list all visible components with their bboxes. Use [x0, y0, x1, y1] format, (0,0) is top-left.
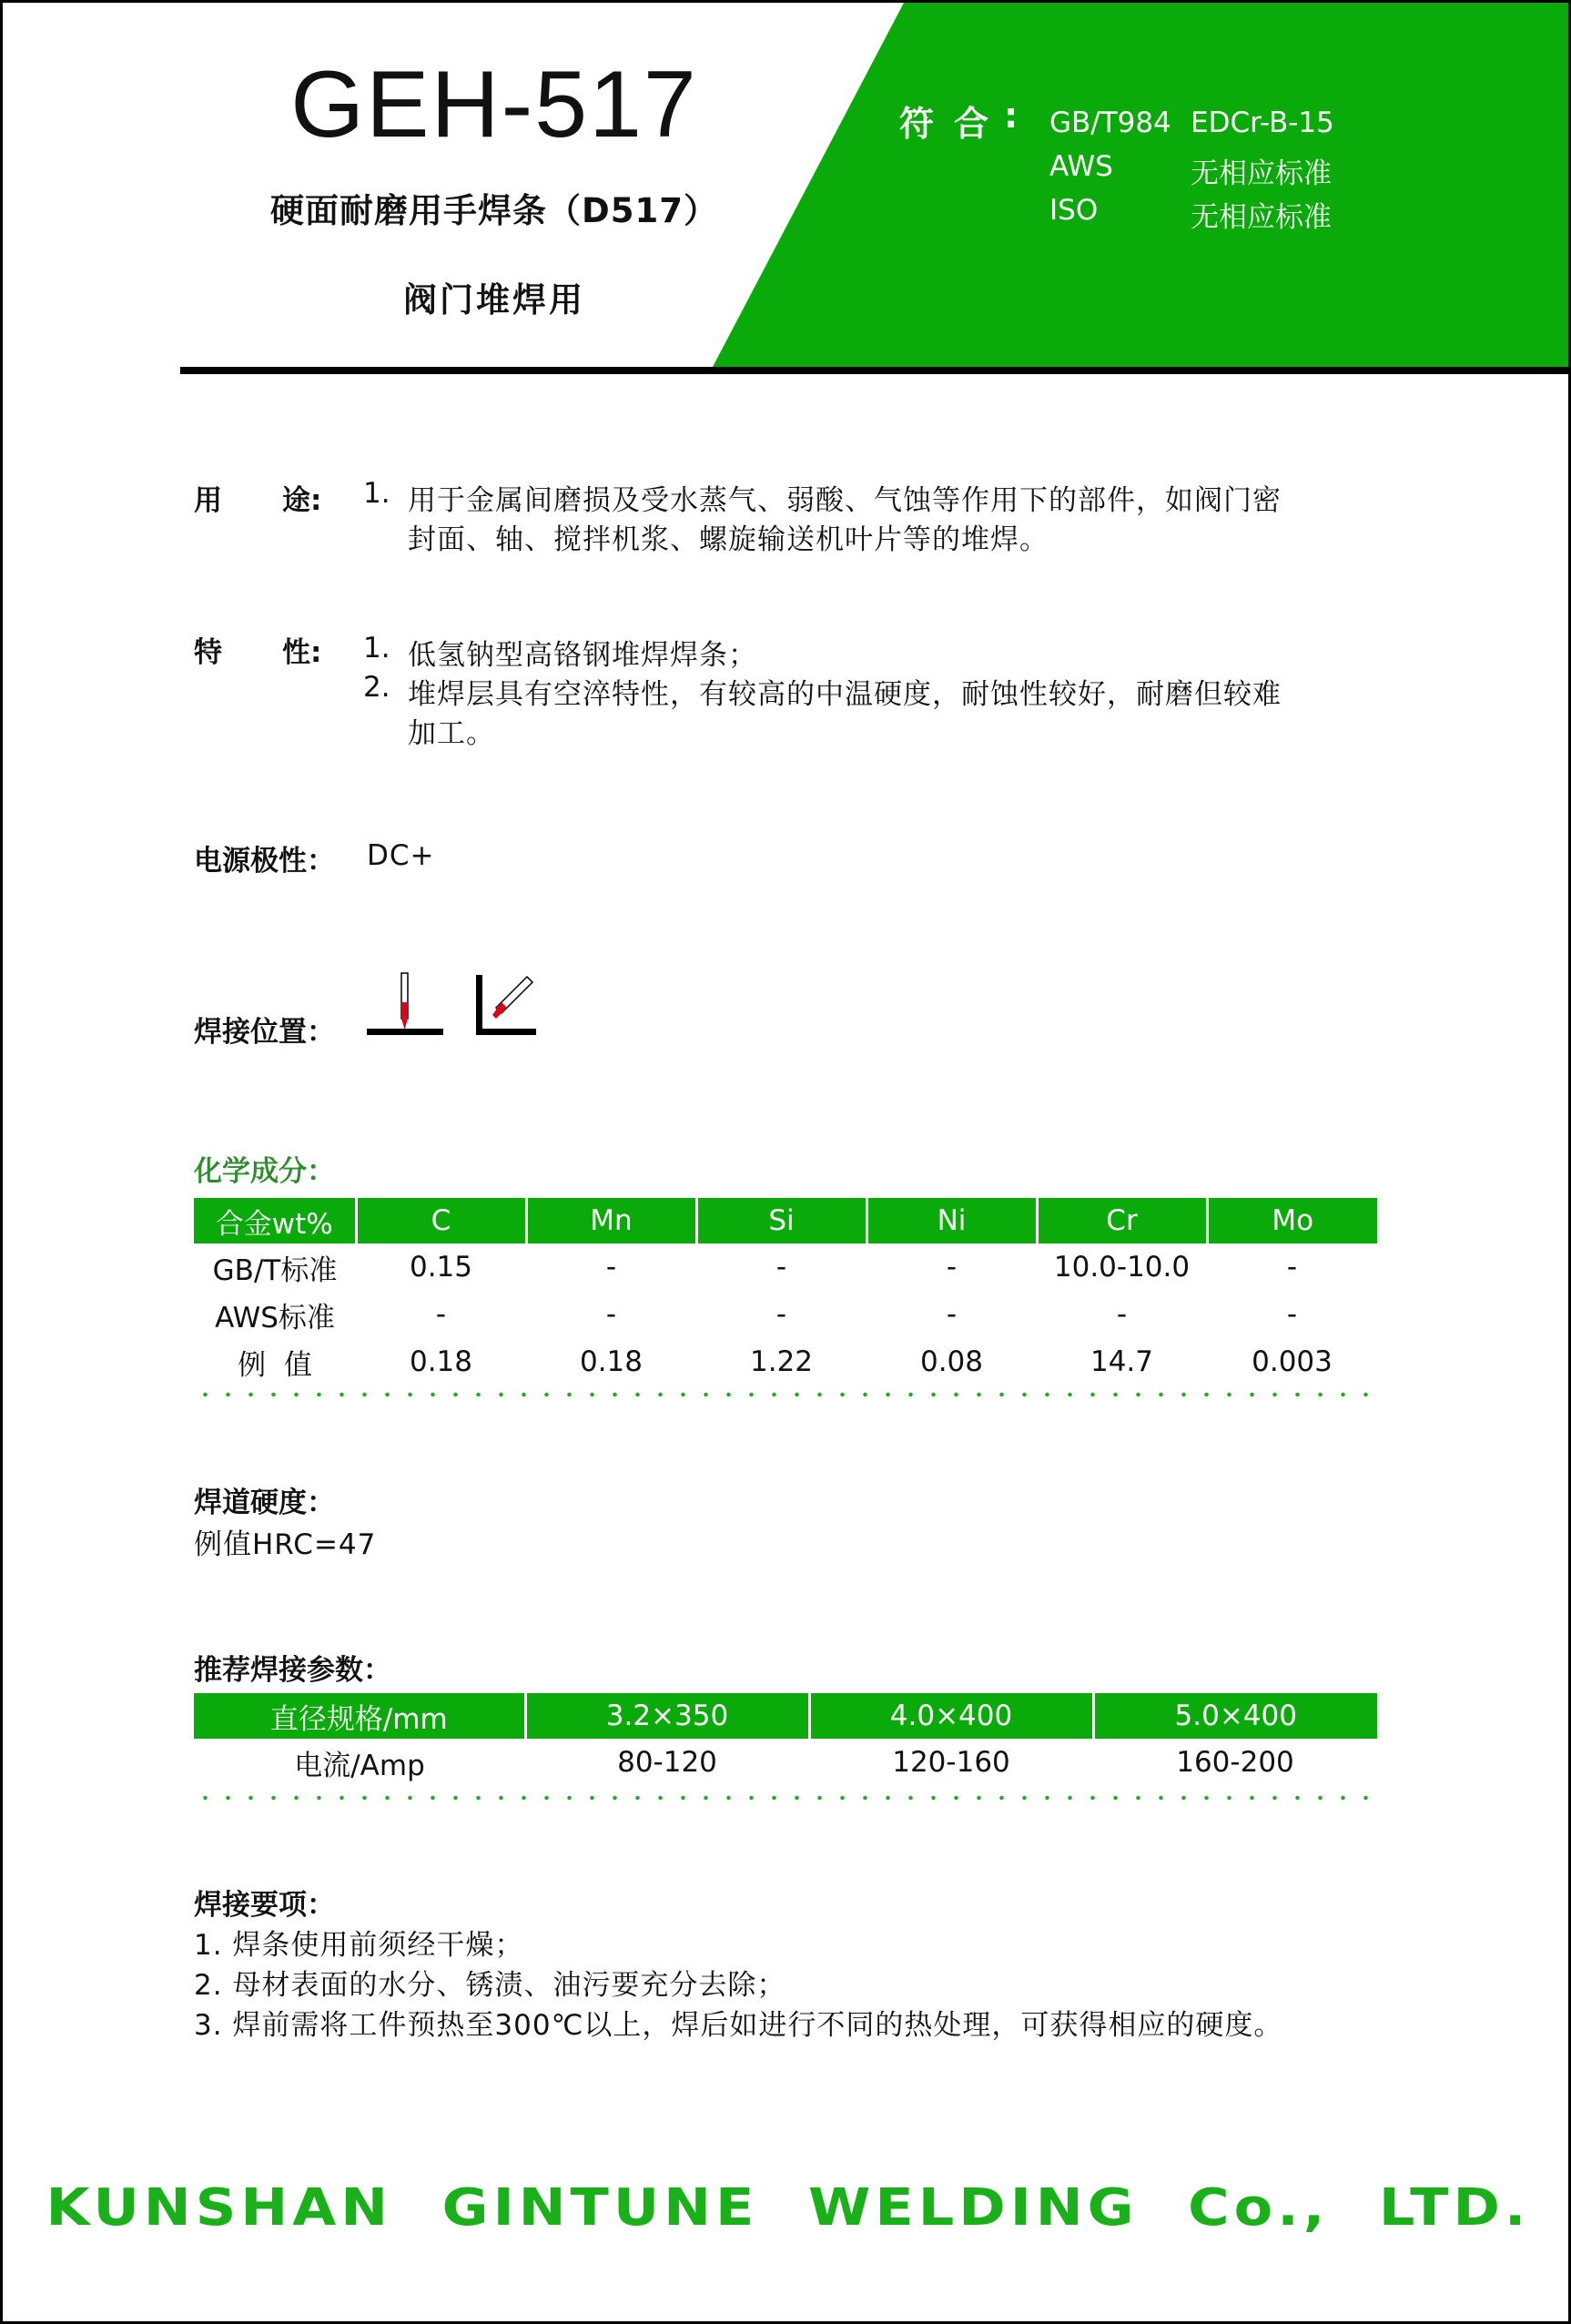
features-label-a: 特 [194, 636, 222, 669]
table-cell: 0.15 [409, 1251, 473, 1284]
feature-item-number: 1. [363, 632, 390, 665]
chemistry-table [194, 1198, 1377, 1385]
notes-title: 焊接要项： [194, 1889, 335, 1922]
features-label [194, 629, 321, 670]
product-model: GEH-517 [290, 52, 698, 157]
usage-item-line: 封面、轴、搅拌机浆、螺旋输送机叶片等的堆焊。 [408, 523, 1049, 556]
table-cell: GB/T标准 [212, 1253, 338, 1287]
table-header-cell: Mo [1207, 1198, 1377, 1243]
table-cell: - [1116, 1298, 1128, 1331]
table-cell: 1.22 [749, 1345, 814, 1378]
hardness-value: 例值HRC=47 [194, 1528, 377, 1561]
usage-label-b: 途: [282, 484, 322, 517]
table-header-cell: 5.0×400 [1093, 1693, 1377, 1739]
table-cell: 120-160 [892, 1746, 1010, 1779]
table-cell: 14.7 [1090, 1345, 1154, 1378]
table-cell: 0.18 [579, 1345, 644, 1378]
table-header-cell: 合金wt% [194, 1198, 356, 1243]
table-cell: - [435, 1298, 447, 1331]
note-item: 1. 焊条使用前须经干燥； [194, 1929, 524, 1962]
product-subtitle: 硬面耐磨用手焊条（D517） [270, 191, 718, 230]
table-row [194, 1243, 1377, 1291]
standards-label: 符合 [899, 104, 1009, 144]
polarity-label: 电源极性： [194, 845, 335, 878]
chemistry-title: 化学成分： [194, 1155, 335, 1188]
params-dotted-divider [194, 1795, 1377, 1801]
table-cell: - [605, 1251, 617, 1284]
features-label-b: 性: [282, 636, 322, 669]
standard-code: ISO [1049, 194, 1099, 227]
usage-item-line: 用于金属间磨损及受水蒸气、弱酸、气蚀等作用下的部件，如阀门密 [408, 484, 1282, 517]
table-cell: 0.18 [409, 1345, 473, 1378]
standard-code: AWS [1049, 150, 1113, 183]
table-header-cell: Cr [1037, 1198, 1207, 1243]
table-header-cell: Mn [526, 1198, 696, 1243]
table-cell: - [946, 1298, 958, 1331]
hardness-title: 焊道硬度： [194, 1487, 335, 1519]
usage-item-number: 1. [363, 477, 390, 510]
table-cell: - [1286, 1298, 1298, 1331]
usage-label-a: 用 [194, 484, 222, 517]
table-header-cell: Si [696, 1198, 867, 1243]
feature-item-line: 加工。 [408, 717, 495, 750]
header-rule [180, 367, 1571, 374]
feature-item-line: 低氢钠型高铬钢堆焊焊条； [408, 639, 757, 672]
note-item: 3. 焊前需将工件预热至300℃以上，焊后如进行不同的热处理，可获得相应的硬度。 [194, 2009, 1283, 2042]
table-cell: AWS标准 [215, 1301, 335, 1335]
flat-position-icon [367, 969, 443, 1038]
params-table [194, 1693, 1377, 1786]
table-cell: - [946, 1251, 958, 1284]
table-cell: - [775, 1298, 787, 1331]
company-footer: KUNSHAN GINTUNE WELDING Co., LTD. [46, 2177, 1531, 2238]
table-cell: 例 值 [238, 1348, 312, 1382]
standard-value: 无相应标准 [1191, 201, 1332, 234]
table-row [194, 1739, 1377, 1786]
polarity-value: DC+ [367, 839, 435, 872]
table-header-row [194, 1198, 1377, 1243]
table-header-cell: 4.0×400 [809, 1693, 1093, 1739]
table-header-cell: Ni [867, 1198, 1037, 1243]
table-header-cell: C [356, 1198, 526, 1243]
table-cell: - [1286, 1251, 1298, 1284]
feature-item-number: 2. [363, 671, 390, 704]
table-row [194, 1338, 1377, 1385]
params-title: 推荐焊接参数： [194, 1654, 391, 1687]
standard-value: 无相应标准 [1191, 157, 1332, 190]
table-header-cell: 3.2×350 [525, 1693, 809, 1739]
chemistry-dotted-divider [194, 1392, 1377, 1397]
table-row [194, 1291, 1377, 1338]
standard-code: GB/T984 [1049, 107, 1171, 139]
standards-colon: : [1004, 96, 1019, 136]
table-cell: - [775, 1251, 787, 1284]
position-label: 焊接位置： [194, 1016, 335, 1049]
table-cell: 80-120 [617, 1746, 717, 1779]
table-cell: 160-200 [1176, 1746, 1294, 1779]
note-item: 2. 母材表面的水分、锈渍、油污要充分去除； [194, 1969, 786, 2002]
table-cell: - [605, 1298, 617, 1331]
product-application: 阀门堆焊用 [403, 280, 585, 320]
table-cell: 10.0-10.0 [1053, 1251, 1191, 1284]
feature-item-line: 堆焊层具有空淬特性，有较高的中温硬度，耐蚀性较好，耐磨但较难 [408, 678, 1282, 711]
standard-value: EDCr-B-15 [1191, 107, 1334, 139]
table-cell: 0.003 [1252, 1345, 1333, 1378]
horizontal-fillet-position-icon [476, 975, 538, 1037]
usage-label [194, 477, 321, 518]
table-cell: 电流/Amp [294, 1749, 425, 1782]
table-cell: 0.08 [919, 1345, 984, 1378]
table-header-cell: 直径规格/mm [194, 1693, 525, 1739]
table-header-row [194, 1693, 1377, 1739]
